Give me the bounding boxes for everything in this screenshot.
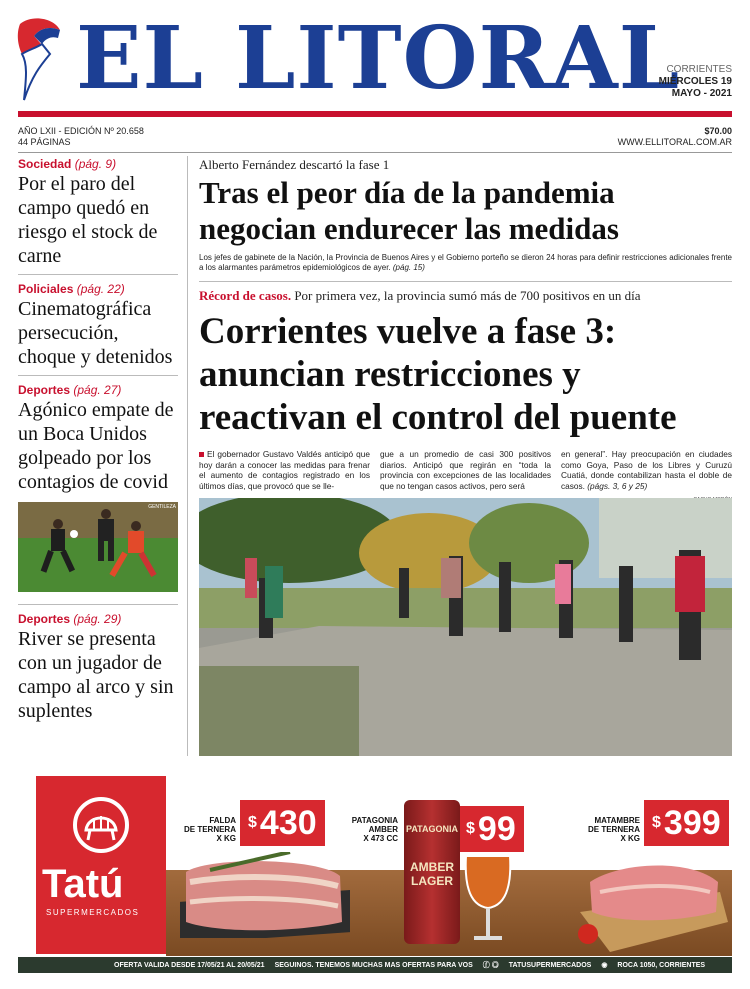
beer-can (404, 800, 460, 944)
product-3-price: $ 399 (644, 800, 729, 846)
main-headline: Corrientes vuelve a fase 3: anuncian restricciones y reactivan el control del puente (199, 311, 677, 438)
product-3-label: MATAMBRE DE TERNERA X KG (587, 816, 640, 843)
tatu-brand-sub: SUPERMERCADOS (46, 908, 140, 917)
cover-price: $70.00 (704, 126, 732, 136)
ad-footer (18, 957, 732, 973)
masthead (0, 0, 750, 112)
lead-kicker: Alberto Fernández descartó la fase 1 (199, 157, 390, 172)
column-divider (187, 156, 188, 756)
football-players-image (18, 502, 178, 592)
location-icon: ◉ (601, 962, 608, 969)
story-headline: River se presenta con un jugador de campo al arco y sin suplentes (18, 628, 174, 722)
story-deportes-river[interactable] (18, 611, 178, 729)
story-section: Policiales (pág. 22) (18, 282, 125, 296)
body-column-2: gue a un promedio de casi 300 positivos diarios. Anticipó que regirán en “toda la provincia con excepciones de las localidades que no tengan casos activos, pero será (380, 449, 551, 491)
tatu-brand: Tatú (42, 862, 124, 906)
price-info (618, 126, 732, 148)
main-story[interactable] (199, 288, 732, 491)
lead-story[interactable] (199, 156, 732, 273)
product-2-price: $ 99 (458, 806, 524, 852)
story-policiales[interactable] (18, 281, 178, 376)
matambre-image (570, 852, 730, 952)
social-icons: ⓕ ◎ (482, 962, 499, 969)
body-column-1: El gobernador Gustavo Valdés anticipó que hoy darán a conocer las medidas para frenar el aumento de contagios registrado en los últimos días, que provocó que se lle- (199, 449, 370, 491)
issue-month-year: MAYO - 2021 (671, 88, 732, 99)
can-brand: PATAGONIA (406, 824, 458, 834)
lead-headline: Tras el peor día de la pandemia negocian endurecer las medidas (199, 175, 619, 246)
masthead-rule (18, 111, 732, 117)
product-2-label: PATAGONIA AMBER X 473 CC (351, 816, 398, 843)
story-headline: Cinematográfica persecución, choque y detenidos (18, 298, 173, 368)
main-body (199, 449, 732, 491)
issue-city: CORRIENTES (666, 64, 732, 75)
bullet-icon (199, 452, 204, 457)
more-offers: SEGUINOS. TENEMOS MUCHAS MAS OFERTAS PARA VOS (274, 961, 473, 969)
product-1-price: $ 430 (240, 800, 325, 846)
story-headline: Por el paro del campo quedó en riesgo el stock de carne (18, 173, 158, 267)
story-section: Sociedad (pág. 9) (18, 157, 117, 171)
social-handle: TATUSUPERMERCADOS (508, 961, 592, 969)
edition-number: AÑO LXII - EDICIÓN Nº 20.658 (18, 126, 144, 136)
armadillo-logo-icon (68, 796, 134, 854)
story-sociedad[interactable] (18, 156, 178, 275)
offer-validity: OFERTA VALIDA DESDE 17/05/21 AL 20/05/21 (114, 961, 265, 969)
issue-weekday: MIÉRCOLES 19 (658, 76, 732, 87)
beer-glass-icon (460, 850, 516, 946)
store-address: ROCA 1050, CORRIENTES (617, 961, 706, 969)
story-deportes-boca[interactable] (18, 382, 178, 605)
left-column (18, 156, 178, 735)
can-line-1: AMBER (410, 860, 454, 874)
issue-date (659, 64, 732, 100)
body-column-3: en general”. Hay preocupación en ciudades como Goya, Paso de los Libres y Curuzú Cuatiá, donde contabilizan hasta el doble de casos. (págs. 3, 6 y 25) (561, 449, 732, 491)
story-section: Deportes (pág. 29) (18, 612, 122, 626)
website: WWW.ELLITORAL.COM.AR (617, 137, 732, 147)
lead-summary: Los jefes de gabinete de la Nación, la Provincia de Buenos Aires y el Gobierno porteño se dieron 24 horas para definir restricciones adicionales frente a los alarmantes parámetros epidemiológicos de ayer. (pág. 15) (199, 253, 732, 272)
main-kicker: Récord de casos. Por primera vez, la provincia sumó más de 700 positivos en un día (199, 288, 641, 303)
bird-logo-icon (14, 14, 66, 106)
can-line-2: LAGER (411, 874, 453, 888)
story-headline: Agónico empate de un Boca Unidos golpeado por los contagios de covid (18, 399, 174, 493)
queue-street-image (199, 498, 732, 756)
product-1-label: FALDA DE TERNERA X KG (183, 816, 236, 843)
main-column (199, 156, 732, 491)
page-count: 44 PÁGINAS (18, 137, 71, 147)
main-photo (199, 498, 732, 756)
header-divider (18, 152, 732, 153)
beef-flank-image (180, 852, 350, 938)
story-section: Deportes (pág. 27) (18, 383, 122, 397)
story-divider (199, 281, 732, 282)
football-photo (18, 502, 178, 592)
newspaper-title: EL LITORAL (76, 8, 681, 109)
edition-info (18, 126, 144, 148)
photo-credit: GENTILEZA (148, 504, 176, 510)
